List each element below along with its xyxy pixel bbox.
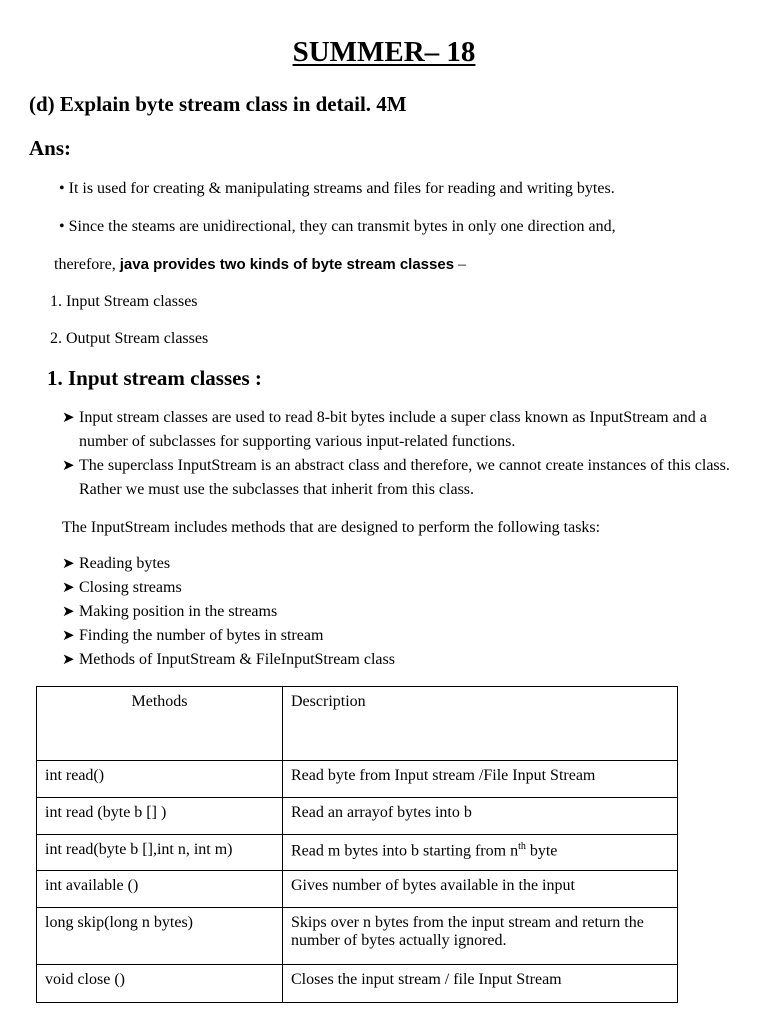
intro-text: The InputStream includes methods that are designed to perform the following tasks:	[62, 519, 601, 536]
method-cell: int read(byte b [],int n, int m)	[37, 835, 283, 871]
arrow-bullet-icon: ➤	[62, 604, 75, 620]
method-cell: long skip(long n bytes)	[37, 908, 283, 965]
list-item: ➤ Input stream classes are used to read 8-bit bytes include a super class known as InputStream and a number of subclasses for supporting various input-related functions.	[62, 406, 752, 454]
continuation-line: therefore, java provides two kinds of byte stream classes –	[54, 256, 467, 273]
arrow-bullet-icon: ➤	[62, 628, 75, 644]
arrow-bullet-icon: ➤	[62, 580, 75, 596]
bold-phrase: java provides two kinds of byte stream classes	[119, 256, 455, 273]
list-item: ➤ Finding the number of bytes in stream	[62, 624, 752, 648]
table-row	[37, 871, 678, 908]
table-row	[37, 965, 678, 1003]
method-cell: int read (byte b [] )	[37, 798, 283, 835]
table-header-row	[37, 687, 678, 761]
answer-label: Ans:	[29, 136, 72, 160]
method-cell: void close ()	[37, 965, 283, 1003]
section-heading: 1. Input stream classes :	[47, 366, 262, 390]
table-row	[37, 798, 678, 835]
page-title: SUMMER– 18	[292, 36, 476, 68]
arrow-bullet-icon: ➤	[62, 652, 75, 668]
kind-item: 2. Output Stream classes	[50, 330, 209, 347]
kind-item: 1. Input Stream classes	[50, 293, 198, 310]
description-cell: Read an arrayof bytes into b	[283, 798, 678, 835]
method-cell: int available ()	[37, 871, 283, 908]
column-header-description: Description	[283, 687, 678, 761]
bullet-icon: •	[59, 180, 69, 197]
description-cell: Closes the input stream / file Input Stream	[283, 965, 678, 1003]
arrow-bullet-icon: ➤	[62, 410, 75, 426]
question-heading: (d) Explain byte stream class in detail. 4M	[29, 92, 407, 116]
list-item: ➤ Reading bytes	[62, 552, 752, 576]
description-cell: Skips over n bytes from the input stream and return the number of bytes actually ignored.	[283, 908, 678, 965]
description-cell: Read m bytes into b starting from $n^{th}$ byte	[283, 835, 678, 871]
task-list	[62, 552, 752, 672]
description-cell: Gives number of bytes available in the input	[283, 871, 678, 908]
list-item: ➤ Methods of InputStream & FileInputStream class	[62, 648, 752, 672]
column-header-methods: Methods	[37, 687, 283, 761]
methods-table	[36, 686, 678, 1003]
list-item: ➤ Making position in the streams	[62, 600, 752, 624]
description-cell: Read byte from Input stream /File Input Stream	[283, 761, 678, 798]
method-cell: int read()	[37, 761, 283, 798]
bullet-point: • It is used for creating & manipulating streams and files for reading and writing bytes.	[59, 180, 615, 197]
bullet-icon: •	[59, 218, 69, 235]
list-item: ➤ Closing streams	[62, 576, 752, 600]
arrow-bullet-icon: ➤	[62, 556, 75, 572]
table-row	[37, 908, 678, 965]
table-row	[37, 835, 678, 871]
table-row	[37, 761, 678, 798]
arrow-bullet-icon: ➤	[62, 458, 75, 474]
bullet-point: • Since the steams are unidirectional, they can transmit bytes in only one direction and,	[59, 218, 616, 235]
list-item: ➤ The superclass InputStream is an abstract class and therefore, we cannot create instances of this class. Rather we must use the subclasses that inherit from this class.	[62, 454, 752, 502]
section-points	[62, 406, 752, 502]
